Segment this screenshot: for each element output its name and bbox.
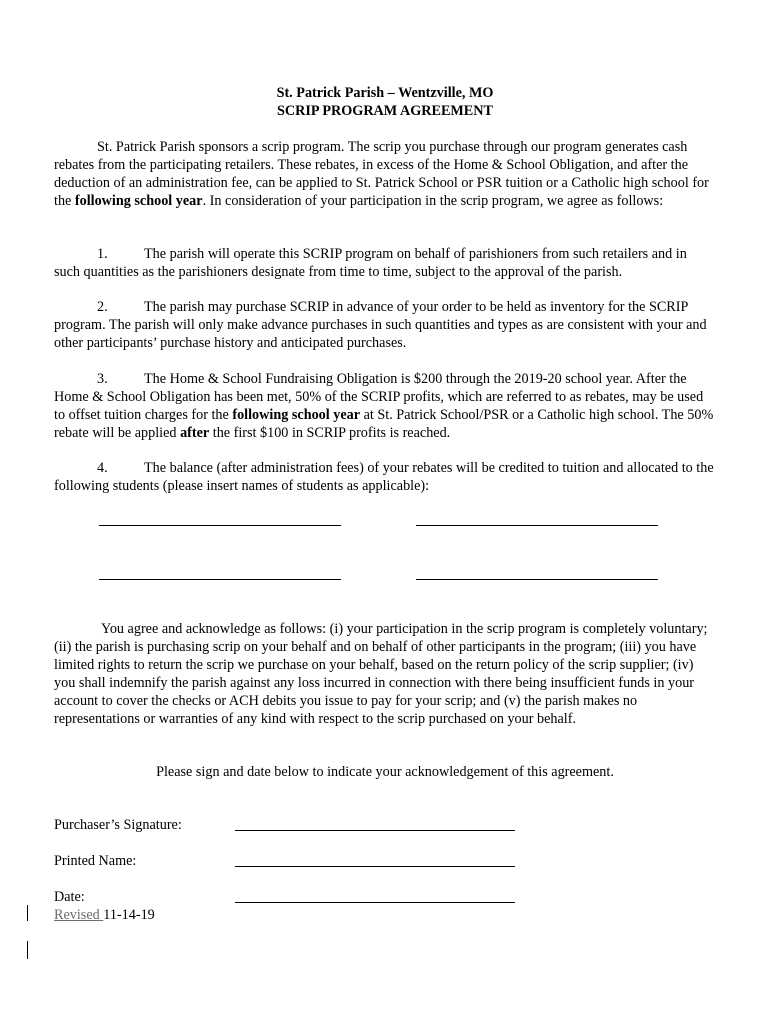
item-4-text: The balance (after administration fees) of your rebates will be credited to tuition and allocated to the following students (please insert names of students as applicable): — [54, 460, 714, 494]
printed-name-label: Printed Name: — [54, 853, 137, 869]
student-name-field-3[interactable] — [99, 579, 341, 580]
date-label: Date: — [54, 889, 85, 905]
intro-text-1: St. Patrick Parish sponsors a scrip program. The scrip you purchase through our program generates cash rebates from the participating retailers. These rebates, in excess of the Home & School Obligation, and after the deduction of an administration fee, can be applied to St. Patrick School or PSR tuition or a Catholic high school for the — [54, 139, 709, 209]
intro-text-2: . In consideration of your participation in the scrip program, we agree as follows: — [202, 193, 664, 209]
item-3-number: 3. — [97, 371, 108, 387]
item-1-number: 1. — [97, 246, 108, 262]
item-3-bold-1: following school year — [232, 407, 361, 423]
item-2-paragraph — [54, 298, 716, 352]
student-name-field-4[interactable] — [416, 579, 658, 580]
revision-date: 11-14-19 — [103, 907, 155, 923]
sign-prompt: Please sign and date below to indicate your acknowledgement of this agreement. — [156, 764, 614, 780]
intro-paragraph — [54, 138, 716, 210]
student-name-field-1[interactable] — [99, 525, 341, 526]
acknowledgement-paragraph: You agree and acknowledge as follows: (i) your participation in the scrip program is completely voluntary; (ii) the parish is purchasing scrip on your behalf and on behalf of other participants in the program; (iii) you have limited rights to return the scrip we purchase on your behalf, based on the return policy of the scrip supplier; (iv) you shall indemnify the parish against any loss incurred in connection with there being insufficient funds in your account to cover the checks or ACH debits you issue to pay for your scrip; and (v) the parish makes no representations or warranties of any kind with respect to the scrip purchased on your behalf. — [54, 621, 708, 727]
revised-label: Revised — [54, 907, 104, 923]
item-3-paragraph — [54, 370, 716, 442]
item-4-paragraph — [54, 459, 716, 495]
signature-field[interactable] — [235, 830, 515, 831]
document-title-line-2: SCRIP PROGRAM AGREEMENT — [277, 103, 493, 119]
signature-label: Purchaser’s Signature: — [54, 817, 182, 833]
item-3-bold-2: after — [180, 425, 210, 441]
printed-name-field[interactable] — [235, 866, 515, 867]
item-3-text-3: the first $100 in SCRIP profits is reached. — [209, 425, 451, 441]
item-1-text: The parish will operate this SCRIP program on behalf of parishioners from such retailers and in such quantities as the parishioners designate from time to time, subject to the approval of the parish. — [54, 246, 687, 280]
item-1-paragraph — [54, 245, 716, 281]
document-title-line-1: St. Patrick Parish – Wentzville, MO — [276, 85, 494, 101]
change-bar-2 — [27, 941, 28, 959]
item-3-text-1: The Home & School Fundraising Obligation is $200 through the 2019-20 school year. After the Home & School Obligation has been met, 50% of the SCRIP profits, which are referred to as rebates, may be used to offset tuition charges for the — [54, 371, 704, 423]
item-2-number: 2. — [97, 299, 108, 315]
item-2-text: The parish may purchase SCRIP in advance of your order to be held as inventory for the SCRIP program. The parish will only make advance purchases in such quantities and types as are consistent with your and other participants’ purchase history and anticipated purchases. — [54, 299, 707, 351]
item-4-number: 4. — [97, 460, 108, 476]
item-3-text-2: at St. Patrick School/PSR or a Catholic high school. The 50% rebate will be applied — [54, 407, 714, 441]
intro-bold-text: following school year — [74, 193, 203, 209]
revision-note — [54, 906, 155, 924]
student-name-field-2[interactable] — [416, 525, 658, 526]
date-field[interactable] — [235, 902, 515, 903]
change-bar-1 — [27, 905, 28, 921]
